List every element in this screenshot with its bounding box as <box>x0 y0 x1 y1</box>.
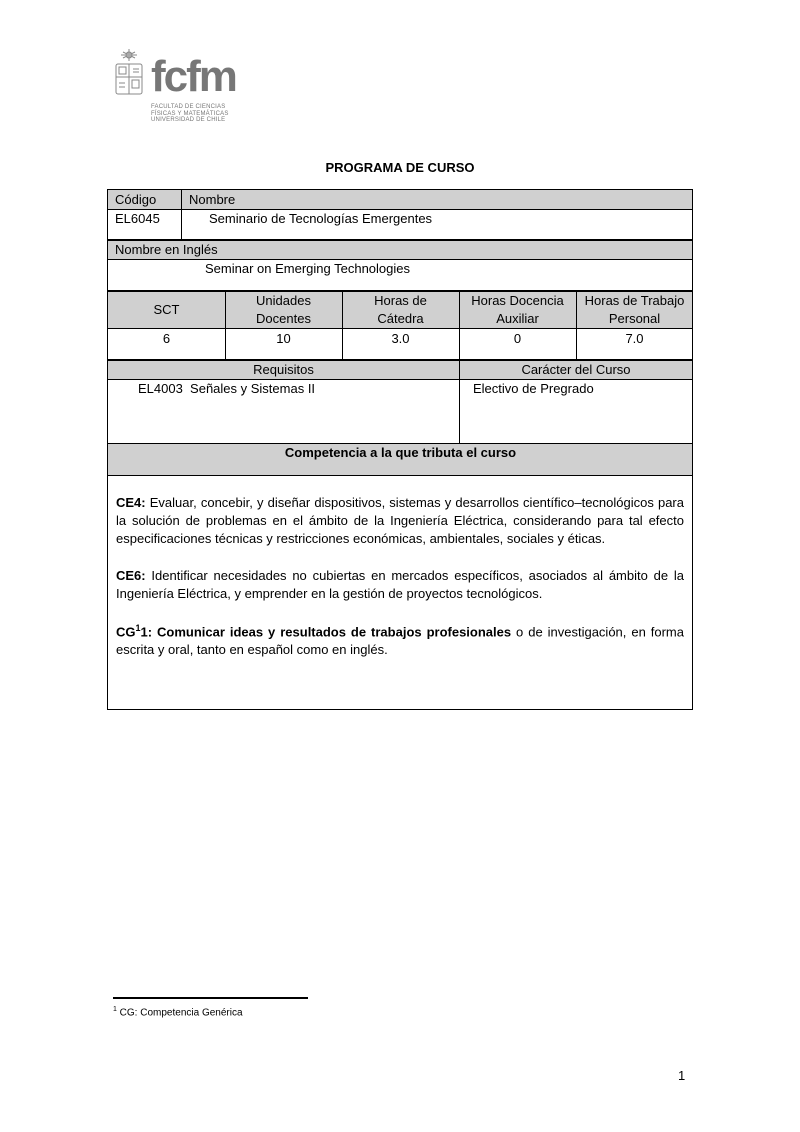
hours-table <box>107 291 693 360</box>
header-horas-trabajo: Horas de Trabajo <box>584 293 685 308</box>
competencies-header: Competencia a la que tributa el curso <box>284 445 517 460</box>
value-sct: 6 <box>162 331 171 346</box>
cg-footnote-ref: 1 <box>135 623 141 633</box>
header-catedra: Cátedra <box>377 311 424 326</box>
cg-code: CG <box>116 624 136 640</box>
competencies-table <box>107 443 693 710</box>
requirements-label: Requisitos <box>253 362 314 377</box>
header-unidades: Unidades <box>256 293 311 308</box>
ce6-text: Identificar necesidades no cubiertas en mercados específicos, asociados al ámbito de la Ingeniería Eléctrica, y emprender en la gestión de proyectos tecnológicos. <box>116 568 684 601</box>
cg-bold-text: 1: Comunicar ideas y resultados de trabajos profesionales <box>140 624 512 640</box>
fcfm-logo <box>113 47 243 129</box>
english-name-table <box>107 240 693 291</box>
competency-ce6 <box>116 567 684 603</box>
name-label: Nombre <box>189 192 236 207</box>
document-title: PROGRAMA DE CURSO <box>325 160 475 175</box>
ce4-text: Evaluar, concebir, y diseñar dispositivos, sistemas y desarrollos científico–tecnológicos para la solución de problemas en el ámbito de la Ingeniería Eléctrica, considerando para tal efecto especificaciones técnicas y restricciones económicas, ambientales, sociales y éticas. <box>116 495 684 546</box>
english-name: Seminar on Emerging Technologies <box>205 261 410 276</box>
competency-ce4 <box>116 494 684 548</box>
logo-subtitle: FACULTAD DE CIENCIAS FÍSICAS Y MATEMÁTICAS UNIVERSIDAD DE CHILE <box>151 104 229 123</box>
ce6-code: CE6: <box>116 568 146 583</box>
university-crest-icon <box>113 47 145 99</box>
competency-cg1 <box>116 619 684 659</box>
header-auxiliar: Auxiliar <box>496 311 539 326</box>
footnote-divider <box>113 997 308 999</box>
course-code: EL6045 <box>115 211 160 226</box>
value-trabajo: 7.0 <box>625 331 644 346</box>
value-auxiliar: 0 <box>513 331 522 346</box>
course-name-table <box>107 189 693 240</box>
course-name: Seminario de Tecnologías Emergentes <box>209 211 433 226</box>
header-sct: SCT <box>153 302 180 317</box>
character-label: Carácter del Curso <box>521 362 631 377</box>
code-label: Código <box>115 192 157 207</box>
logo-brand: fcfm <box>151 52 236 101</box>
ce4-code: CE4: <box>116 495 146 510</box>
value-unidades: 10 <box>276 331 291 346</box>
page-number: 1 <box>678 1068 686 1083</box>
footnote-marker: 1 <box>113 1006 117 1013</box>
english-name-label: Nombre en Inglés <box>115 242 218 257</box>
cg-text: o de investigación, en forma escrita y oral, tanto en español como en inglés. <box>116 624 684 658</box>
header-docentes: Docentes <box>256 311 311 326</box>
requirements-value: EL4003 Señales y Sistemas II <box>138 381 316 396</box>
character-value: Electivo de Pregrado <box>473 381 594 396</box>
header-horas-docencia: Horas Docencia <box>471 293 564 308</box>
header-personal: Personal <box>608 311 661 326</box>
footnote-text: CG: Competencia Genérica <box>116 1007 243 1019</box>
requirements-table <box>107 360 693 444</box>
value-catedra: 3.0 <box>391 331 410 346</box>
footnote <box>113 1006 243 1018</box>
header-horas-de: Horas de <box>374 293 427 308</box>
